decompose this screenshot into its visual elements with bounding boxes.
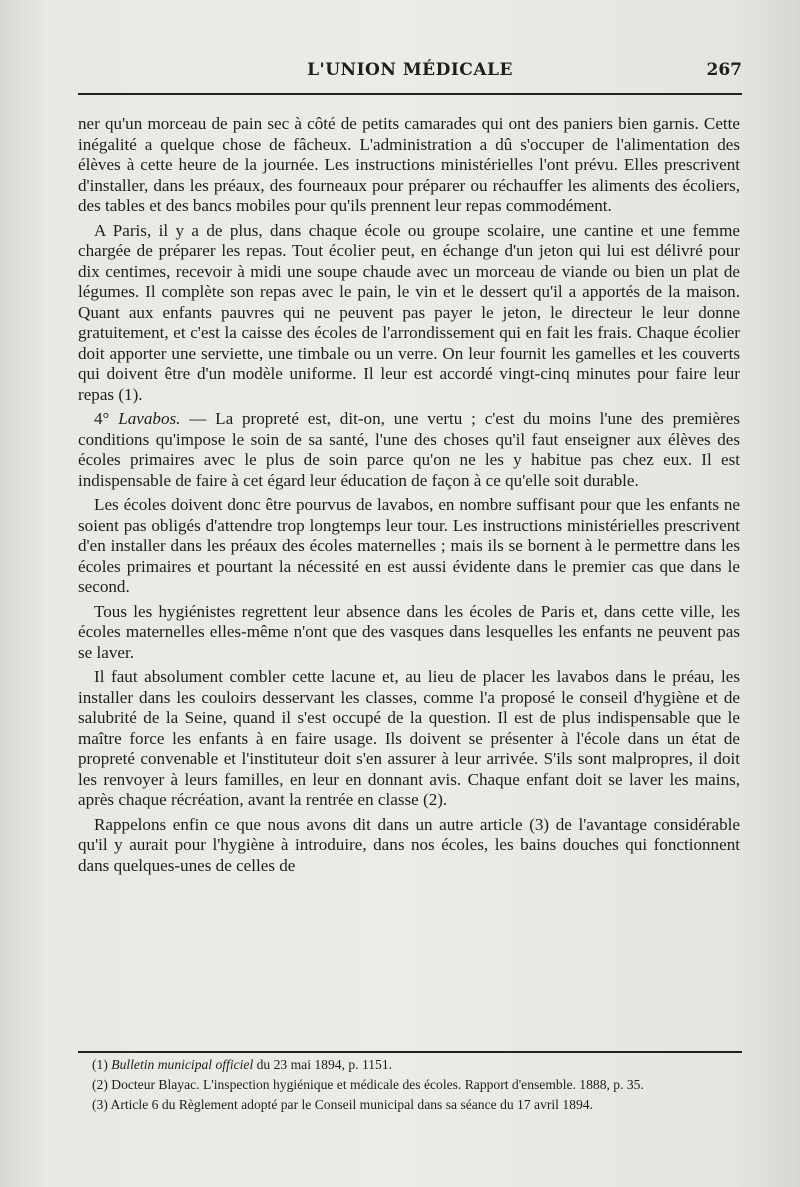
running-head: L'UNION MÉDICALE — [307, 60, 513, 80]
section-number: 4° — [94, 409, 110, 428]
footnote-1-marker: (1) — [92, 1057, 108, 1072]
footnotes — [78, 1056, 740, 1116]
paragraph-3-text: — La propreté est, dit-on, une vertu ; c'est du moins l'une des premières conditions qu'impose le soin de sa santé, l'une des choses qu'il faut enseigner aux élèves des écoles primaires avec le plus de soin parce qu'on ne les y habitue pas chez eux. Il est indispensable de faire à cet égard leur éducation de façon à ce qu'elle soit durable. — [78, 409, 740, 490]
footnote-rule — [78, 1051, 742, 1053]
page-number: 267 — [706, 60, 742, 80]
footnote-1-text: du 23 mai 1894, p. 1151. — [253, 1057, 393, 1072]
paragraph-4: Les écoles doivent donc être pourvus de lavabos, en nombre suffisant pour que les enfants ne soient pas obligés d'attendre trop longtemps leur tour. Les instructions ministérielles prescrivent d'en installer dans les préaux des écoles maternelles ; mais ils se bornent à le permettre dans les écoles primaires et pourtant la nécessité en est aussi évidente dans le premier cas que dans le second. — [78, 495, 740, 596]
paragraph-3 — [78, 409, 740, 491]
paragraph-7: Rappelons enfin ce que nous avons dit dans un autre article (3) de l'avantage considérable qu'il y aurait pour l'hygiène à introduire, dans nos écoles, les bains douches qui fonctionnent dans quelques-unes de celles de — [78, 814, 740, 875]
footnote-3: (3) Article 6 du Règlement adopté par le Conseil municipal dans sa séance du 17 avril 1894. — [92, 1097, 593, 1112]
body-text — [78, 114, 740, 876]
footnote-2: (2) Docteur Blayac. L'inspection hygiénique et médicale des écoles. Rapport d'ensemble. 1888, p. 35. — [92, 1077, 644, 1092]
footnote-1 — [78, 1056, 740, 1073]
paragraph-2: A Paris, il y a de plus, dans chaque école ou groupe scolaire, une cantine et une femme chargée de préparer les repas. Tout écolier peut, en échange d'un jeton qui lui est délivré pour dix centimes, recevoir à midi une soupe chaude avec un morceau de viande ou bien un plat de légumes. Il complète son repas avec le pain, le vin et le dessert qu'il a apportés de la maison. Quant aux enfants pauvres qui ne peuvent pas payer le jeton, le directeur le leur donne gratuitement, et c'est la caisse des écoles de l'arrondissement qui en fait les frais. Chaque écolier doit apporter une serviette, une timbale ou un verre. On leur fournit les gamelles et les couverts qui doivent être d'un modèle uniforme. Il leur est accordé vingt-cinq minutes pour faire leur repas (1). — [78, 220, 740, 404]
header-rule — [78, 93, 742, 95]
paragraph-5: Tous les hygiénistes regrettent leur absence dans les écoles de Paris et, dans cette ville, les écoles maternelles elles-même n'ont que des vasques dans lesquelles les enfants ne peuvent pas se laver. — [78, 601, 740, 662]
page-header — [78, 58, 742, 90]
footnote-1-title: Bulletin municipal officiel — [111, 1057, 254, 1072]
paragraph-6: Il faut absolument combler cette lacune et, au lieu de placer les lavabos dans le préau, les installer dans les couloirs desservant les classes, comme l'a proposé le conseil d'hygiène et de salubrité de la Seine, quand il s'est occupé de la question. Il est de plus indispensable que le maître force les enfants à en faire usage. Ils doivent se présenter à l'école dans un état de propreté convenable et l'instituteur doit s'en assurer à leur arrivée. S'ils sont malpropres, il doit les renvoyer à leurs familles, en leur en donnant avis. Chaque enfant doit se laver les mains, après chaque récréation, avant la rentrée en classe (2). — [78, 667, 740, 809]
paragraph-1: ner qu'un morceau de pain sec à côté de petits camarades qui ont des paniers bien garnis. Cette inégalité a quelque chose de fâcheux. L'administration a dû s'occuper de l'alimentation des élèves à cette heure de la journée. Les instructions ministérielles l'ont prévu. Elles prescrivent d'installer, dans les préaux, des fourneaux pour préparer ou réchauffer les aliments des écoliers, des tables et des bancs mobiles pour qu'ils prennent leur repas commodément. — [78, 114, 740, 215]
section-title: Lavabos. — [118, 409, 181, 428]
